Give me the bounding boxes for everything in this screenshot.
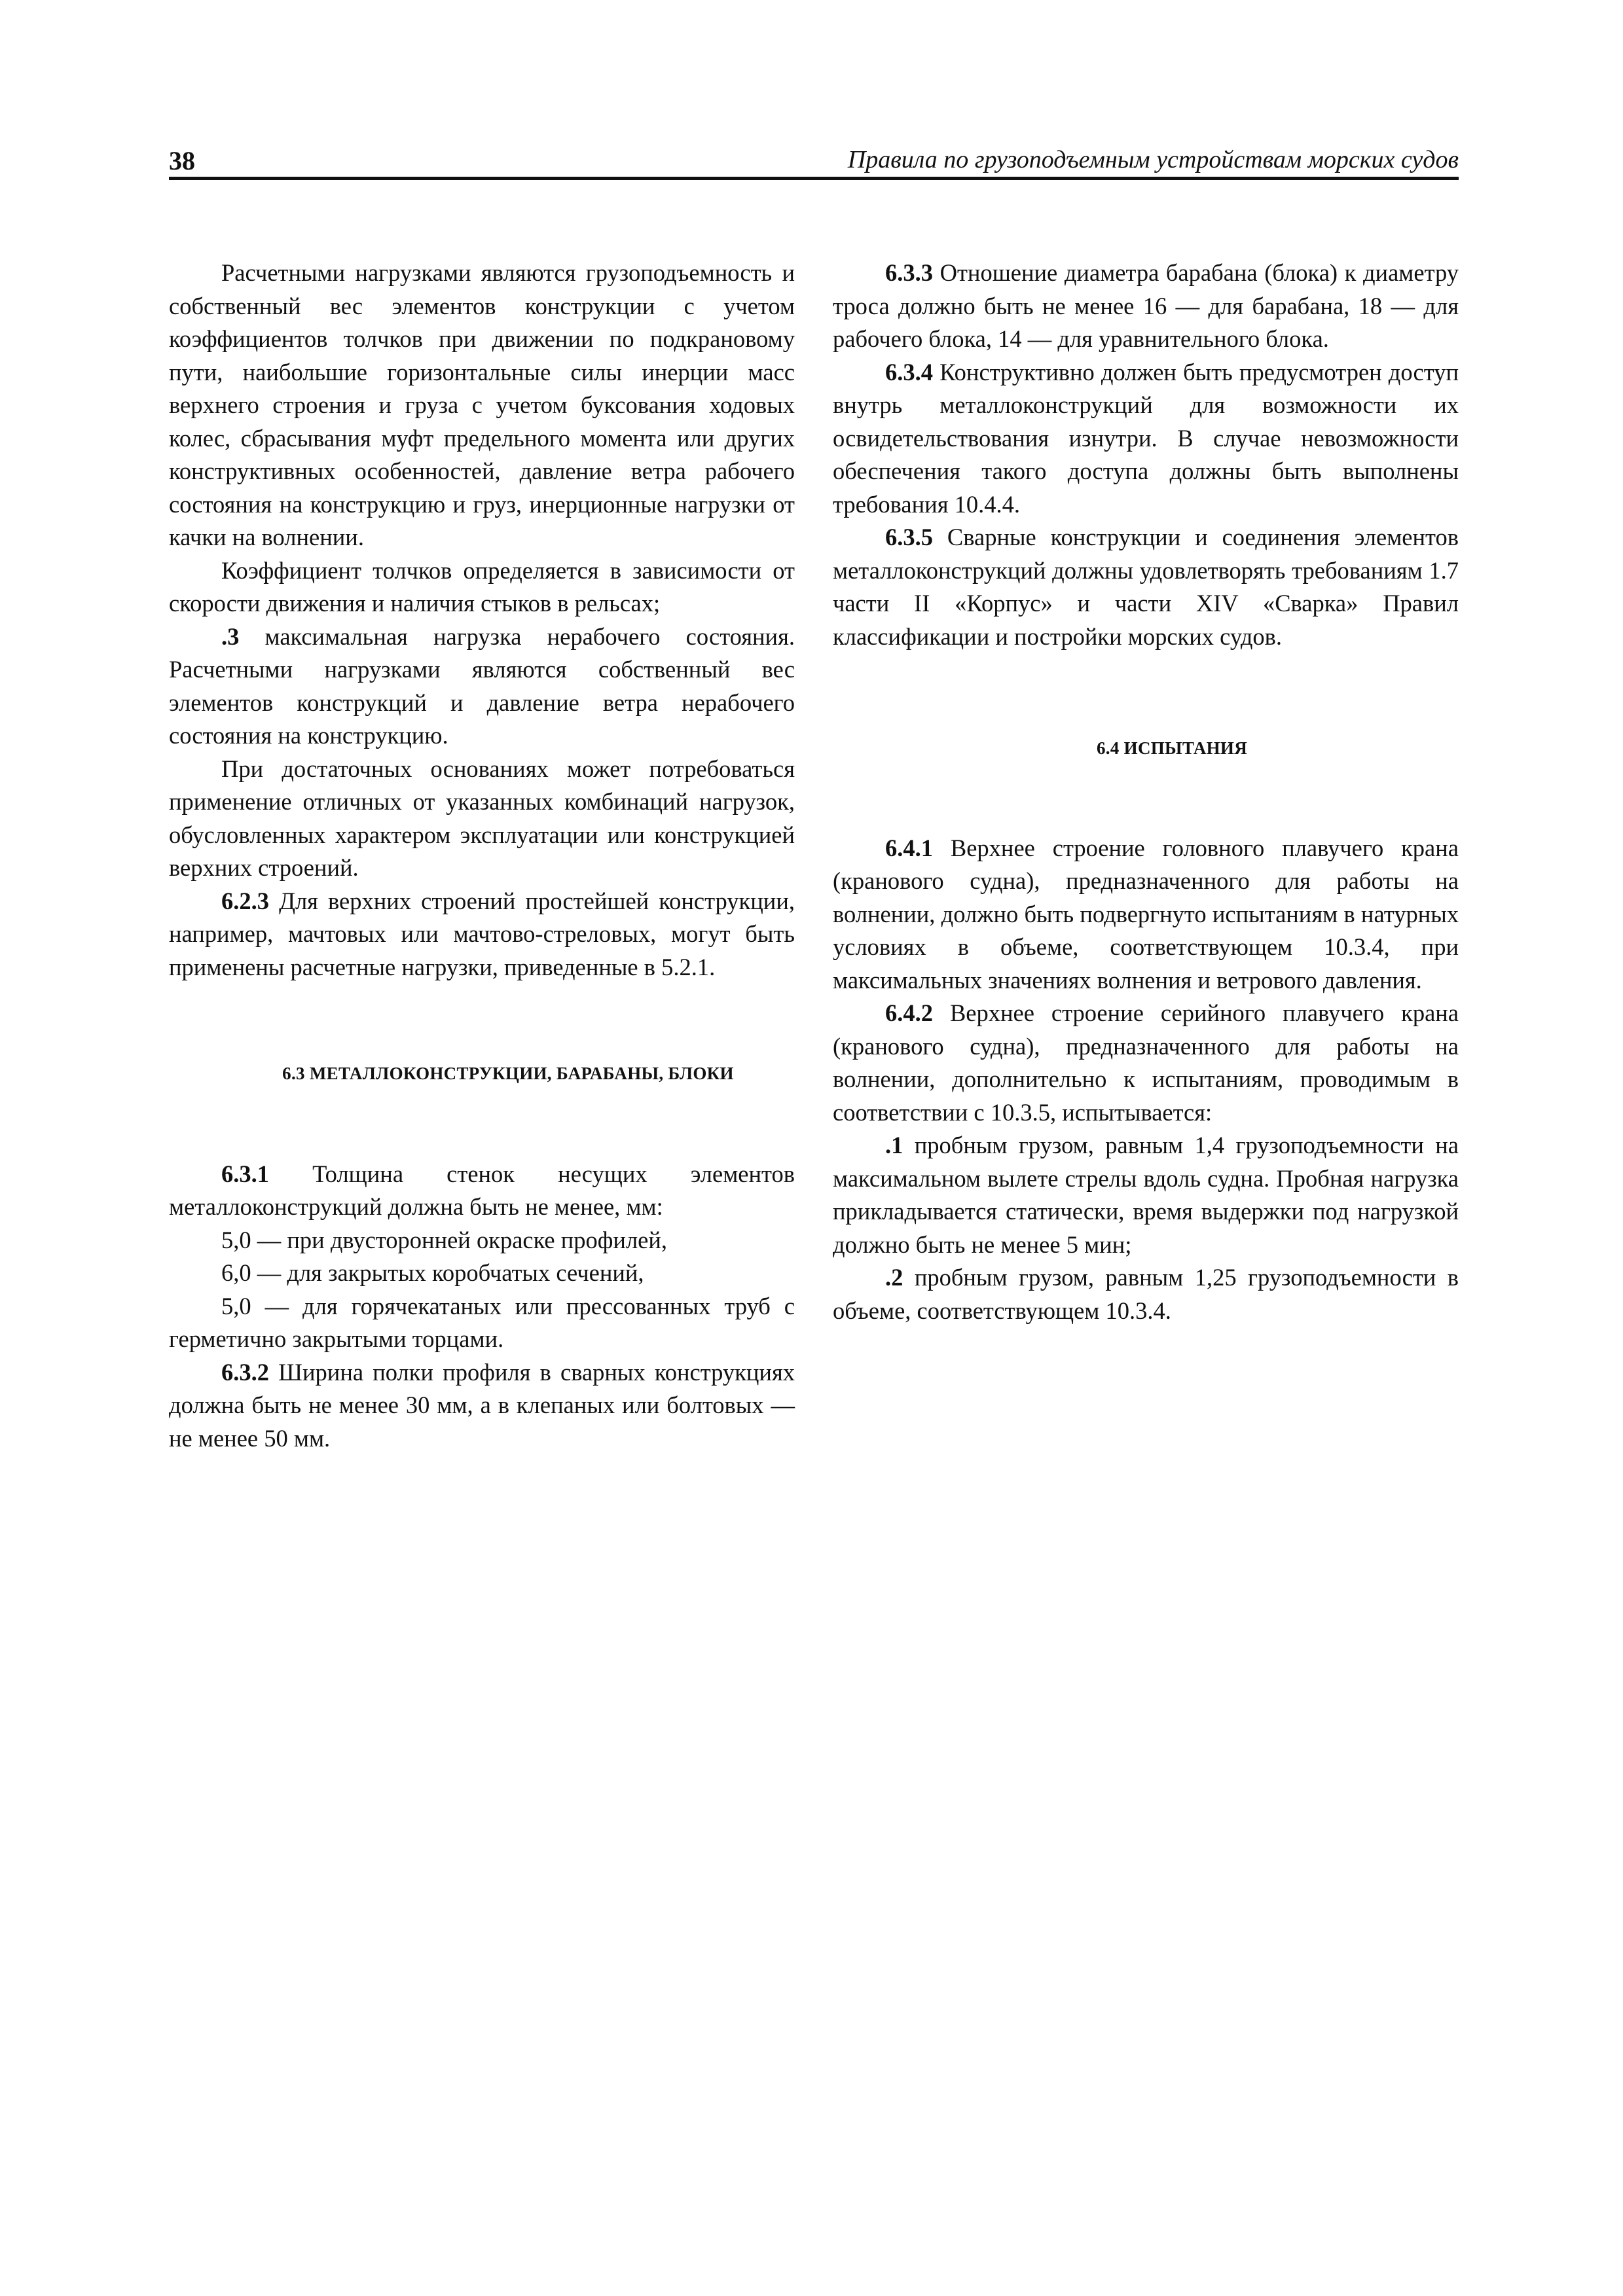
- paragraph: .2 пробным грузом, равным 1,25 грузоподъемности в объеме, соответствующем 10.3.4.: [833, 1264, 1459, 1324]
- paragraph: 6.4.2 Верхнее строение серийного плавучего крана (кранового судна), предназначенного для работы на волнении, дополнительно к испытаниям, проводимым в соответствии с 10.3.5, испытывается:: [833, 999, 1459, 1126]
- paragraph: Расчетными нагрузками являются грузоподъемность и собственный вес элементов конструкции с учетом коэффициентов толчков при движении по подкрановому пути, наибольшие горизонтальные силы инерции масс верхнего строения и груза с учетом буксования ходовых колес, сбрасывания муфт предельного момента или других конструктивных особенностей, давление ветра рабочего состояния на конструкцию и груз, инерционные нагрузки от качки на волнении.: [169, 259, 795, 550]
- item-number: 6.3.4: [885, 358, 933, 386]
- right-column: [833, 257, 1459, 1327]
- item-number: 6.3.5: [885, 524, 933, 550]
- page-number: 38: [169, 146, 195, 175]
- item-number: 6.3.3: [885, 259, 933, 286]
- section-heading-6-4: 6.4 ИСПЫТАНИЯ: [1096, 738, 1248, 758]
- paragraph: 6.3.2 Ширина полки профиля в сварных конструкциях должна быть не менее 30 мм, а в клепаных или болтовых — не менее 50 мм.: [169, 1358, 795, 1452]
- item-number: 6.4.2: [885, 999, 933, 1026]
- paragraph: 6.4.1 Верхнее строение головного плавучего крана (кранового судна), предназначенного для работы на волнении, должно быть подвергнуто испытаниям в натурных условиях в объеме, соответствующем 10.3.4, при максимальных значениях волнения и ветрового давления.: [833, 834, 1459, 994]
- paragraph: 5,0 — для горячекатаных или прессованных труб с герметично закрытыми торцами.: [169, 1292, 795, 1352]
- paragraph: 6.3.1 Толщина стенок несущих элементов металлоконструкций должна быть не менее, мм:: [169, 1160, 795, 1220]
- item-number: .3: [221, 622, 240, 650]
- header-rule: [169, 177, 1459, 180]
- section-heading-6-3: 6.3 МЕТАЛЛОКОНСТРУКЦИИ, БАРАБАНЫ, БЛОКИ: [282, 1064, 734, 1083]
- item-number: 6.2.3: [221, 887, 269, 914]
- item-number: .2: [885, 1264, 903, 1291]
- item-number: 6.3.2: [221, 1358, 269, 1386]
- item-number: 6.3.1: [221, 1160, 269, 1187]
- paragraph: .3 максимальная нагрузка нерабочего состояния. Расчетными нагрузками являются собственный вес элементов конструкций и давление ветра нерабочего состояния на конструкцию.: [169, 622, 795, 749]
- paragraph: 6.3.3 Отношение диаметра барабана (блока) к диаметру троса должно быть не менее 16 — для барабана, 18 — для рабочего блока, 14 — для уравнительного блока.: [833, 259, 1459, 352]
- paragraph: 6.3.4 Конструктивно должен быть предусмотрен доступ внутрь металлоконструкций для возможности их освидетельствования изнутри. В случае невозможности обеспечения такого доступа должны быть выполнены требования 10.4.4.: [833, 358, 1459, 518]
- paragraph: Коэффициент толчков определяется в зависимости от скорости движения и наличия стыков в рельсах;: [169, 556, 795, 617]
- page-header: [169, 143, 1459, 179]
- paragraph: 5,0 — при двусторонней окраске профилей,: [221, 1226, 668, 1253]
- item-number: 6.4.1: [885, 834, 933, 861]
- left-column: [169, 257, 795, 1455]
- item-number: .1: [885, 1132, 903, 1158]
- paragraph: 6,0 — для закрытых коробчатых сечений,: [221, 1259, 644, 1286]
- paragraph: .1 пробным грузом, равным 1,4 грузоподъемности на максимальном вылете стрелы вдоль судна. Пробная нагрузка прикладывается статически, время выдержки под нагрузкой должно быть не менее 5 мин;: [833, 1132, 1459, 1258]
- running-title: Правила по грузоподъемным устройствам морских судов: [847, 146, 1459, 173]
- paragraph: 6.3.5 Сварные конструкции и соединения элементов металлоконструкций должны удовлетворять требованиям 1.7 части II «Корпус» и части XIV «Сварка» Правил классификации и постройки морских судов.: [833, 524, 1459, 650]
- paragraph: 6.2.3 Для верхних строений простейшей конструкции, например, мачтовых или мачтово-стреловых, могут быть применены расчетные нагрузки, приведенные в 5.2.1.: [169, 887, 795, 980]
- paragraph: При достаточных основаниях может потребоваться применение отличных от указанных комбинаций нагрузок, обусловленных характером эксплуатации или конструкцией верхних строений.: [169, 755, 795, 881]
